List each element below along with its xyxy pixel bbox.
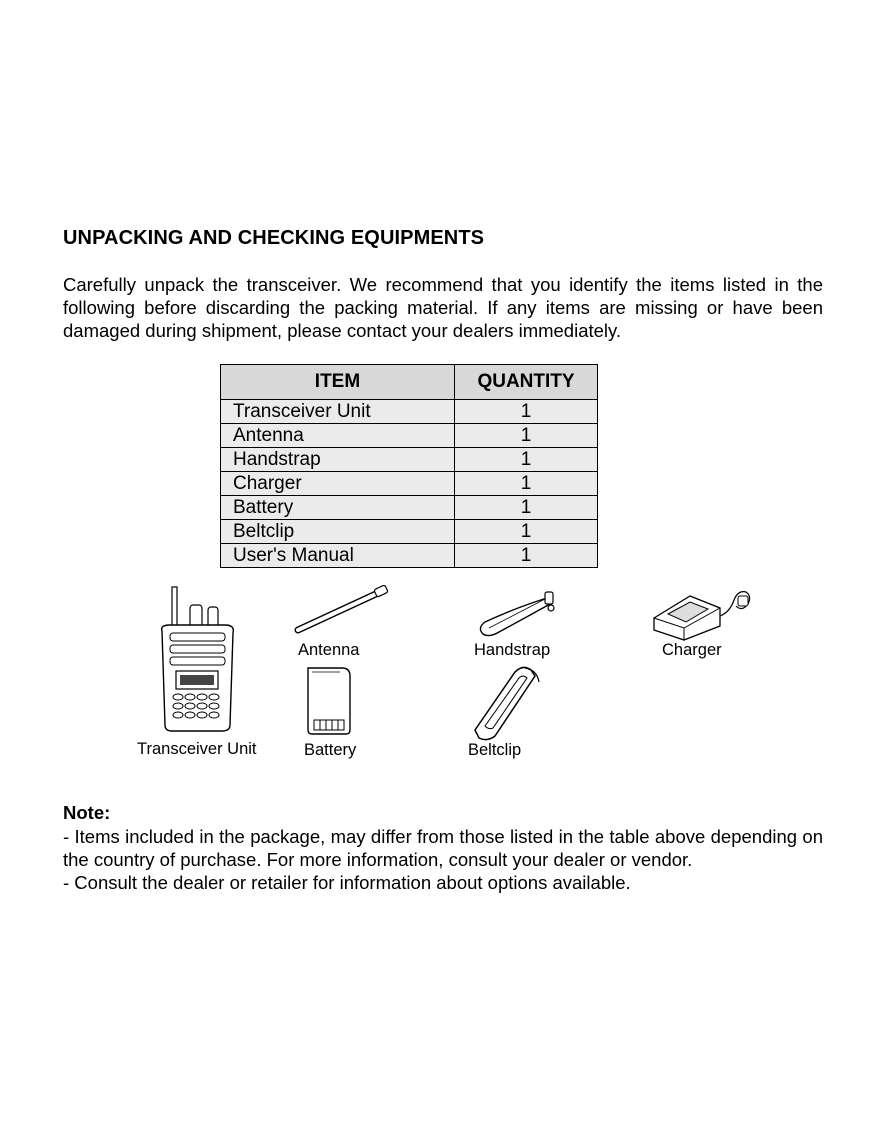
row-item-cell: Beltclip <box>221 520 455 544</box>
antenna-label: Antenna <box>298 641 360 659</box>
table-row <box>221 424 598 448</box>
note-line-2: - Consult the dealer or retailer for information about options available. <box>63 872 631 893</box>
table-row <box>221 472 598 496</box>
header-item: ITEM <box>221 365 455 400</box>
charger-label: Charger <box>662 641 722 659</box>
row-quantity-cell: 1 <box>455 448 598 472</box>
row-item-cell: Battery <box>221 496 455 520</box>
charger-icon <box>650 582 755 644</box>
section-title: UNPACKING AND CHECKING EQUIPMENTS <box>63 227 485 249</box>
transceiver-unit-label: Transceiver Unit <box>137 740 257 758</box>
beltclip-icon <box>465 664 550 742</box>
row-quantity-cell: 1 <box>455 424 598 448</box>
row-quantity-cell: 1 <box>455 544 598 568</box>
row-item-cell: Antenna <box>221 424 455 448</box>
table-row <box>221 520 598 544</box>
table-header-row <box>221 365 598 400</box>
table-row <box>221 496 598 520</box>
handstrap-label: Handstrap <box>474 641 551 659</box>
package-contents-table <box>220 364 598 568</box>
handstrap-icon <box>475 588 565 643</box>
intro-paragraph: Carefully unpack the transceiver. We recommend that you identify the items listed in the following before discarding the packing material. If any items are missing or have been damaged during shipment, please contact your dealers immediately. <box>63 274 823 341</box>
note-title: Note: <box>63 802 111 823</box>
package-contents-illustration <box>0 580 887 780</box>
battery-icon <box>300 664 360 736</box>
note-line-1: - Items included in the package, may differ from those listed in the table above depending on the country of purchase. For more information, consult your dealer or vendor. <box>63 826 823 870</box>
row-item-cell: Transceiver Unit <box>221 400 455 424</box>
transceiver-unit-icon <box>150 585 245 735</box>
row-item-cell: Handstrap <box>221 448 455 472</box>
note-body <box>63 825 823 894</box>
row-quantity-cell: 1 <box>455 496 598 520</box>
row-quantity-cell: 1 <box>455 472 598 496</box>
table-row <box>221 544 598 568</box>
beltclip-label: Beltclip <box>468 741 522 759</box>
row-quantity-cell: 1 <box>455 520 598 544</box>
antenna-icon <box>290 585 395 640</box>
header-quantity: QUANTITY <box>455 365 598 400</box>
table-row <box>221 400 598 424</box>
row-item-cell: User's Manual <box>221 544 455 568</box>
row-item-cell: Charger <box>221 472 455 496</box>
table-row <box>221 448 598 472</box>
battery-label: Battery <box>304 741 357 759</box>
row-quantity-cell: 1 <box>455 400 598 424</box>
